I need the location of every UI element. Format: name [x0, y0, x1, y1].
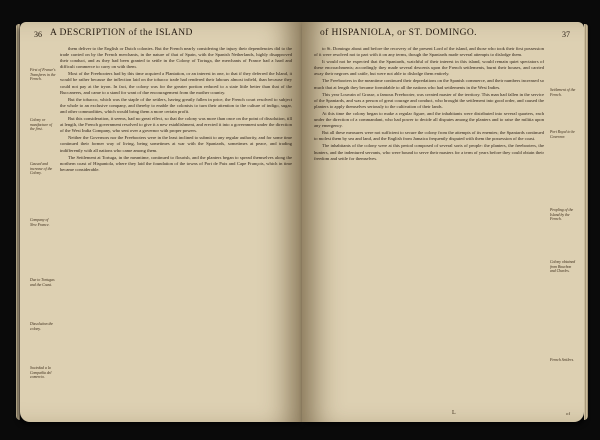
left-page: [20, 22, 302, 422]
paragraph: At this time the colony began to make a regular figure, and the inhabitants were distributed into several quarters, each under the direction of a commandant, who had power to decide all disputes among the planters and to raise the militia upon any emergency.: [314, 110, 544, 129]
left-margin-note: Due to Tortugas and the Coast.: [30, 278, 55, 287]
right-body-text: [314, 46, 544, 400]
right-margin-note: Port Royal to be Governor.: [550, 130, 575, 139]
right-margin-note: Settlement of the French.: [550, 88, 576, 97]
paragraph: to St. Domingo about and before the recovery of the present Lord of the island, and those who took their first possession of it were resolved not to part with it on any terms, though the Spaniards made several attempts to dislodge them.: [314, 46, 544, 58]
paragraph: But all these measures were not sufficient to secure the colony from the attempts of its enemies; the Spaniards continued to molest them by sea and land, and the English from Jamaica frequently disputed with them the possession of the coast.: [314, 130, 544, 142]
left-running-head: A DESCRIPTION of the ISLAND: [50, 28, 193, 38]
paragraph: The inhabitants of the colony were at this period composed of several sorts of people: the planters, the freebooters, the hunters, and the indentured servants, who were bound to serve their masters for a term of years before they could obtain their freedom and settle for themselves.: [314, 143, 544, 161]
paragraph: But the tobacco, which was the staple of the settlers, having greatly fallen in price, the French court resolved to subject the whole to an exclusive company, and thereby to enable the colonists to turn their attention to the culture of indigo, sugar, and other commodities, which would bring them a more certain profit.: [60, 96, 292, 114]
paragraph: Most of the Freebooters had by this time acquired a Plantation, or an interest in one, to that if they deferred the Island, it would be rather because the inflection laid on the tobacco trade had rendered their labours almost infield, than because they could not pay at the tryon. In fact, the colony was for the greater portion reduced to a state little better than that of the Buccaneers, and came to a stand for want of due encouragement from the mother country.: [60, 71, 292, 95]
right-page-edges: [584, 24, 588, 420]
left-margin-note: Caused and increase of the Colony.: [30, 162, 53, 176]
right-margin-note: French Settlers.: [550, 358, 575, 362]
left-margin-note: Colony or manifacture of the first.: [30, 118, 53, 132]
left-margin-note: Dissolution the colony.: [30, 322, 54, 331]
left-body-text: [60, 46, 292, 400]
right-margin-note: Colony obtained from Bourbon and Charles.: [550, 260, 576, 274]
open-book: [0, 8, 600, 432]
right-page: [302, 22, 584, 422]
paragraph: Neither the Governors nor the Freebooters were in the least inclined to submit to any regular authority, and for some time continued their former way of living, being sometimes at war with the Spaniards, sometimes at peace, and trading indifferently with all nations who came among them.: [60, 135, 292, 153]
paragraph: them deliver to the English or Dutch colonies. But the French nearly considering the injury their dependencies did to the trade carried on by the French merchants, in the nature of that of Spain, with the Spanish Netherlands, highly disapproved their conduct, and as they had been granted to settle in the Colony of Tortuga, the merchants of France had a hard and difficult commerce to carry on with them.: [60, 46, 292, 70]
paragraph: This year Louvain of Grasse, a famous Freebooter, was created master of the territory. This man had fallen in the service of the Spaniards, and was a person of great courage and conduct, who brought the settlement into good order, and caused the planters to apply themselves seriously to the cultivation of their lands.: [314, 91, 544, 109]
signature-mark: L: [452, 410, 456, 416]
right-margin-note: Peopling of the Island by the French.: [550, 208, 574, 222]
left-margin-note: First of France's Transferes in the French.: [30, 68, 56, 82]
catchword: of: [566, 411, 570, 416]
paragraph: It would not be expected that the Spaniards, watchful of their interest in this island, would remain quiet spectators of these encroachments; accordingly they made several descents upon the French settlements, burnt their houses, and carried away their negroes and cattle, but were not able to dislodge them entirely.: [314, 59, 544, 77]
paragraph: The Settlement at Tortuga, in the meantime, continued to flourish, and the planters began to spread themselves along the northern coast of Hispaniola, where they laid the foundation of the towns of Port de Paix and Cape François, which in time became considerable.: [60, 154, 292, 172]
paragraph: But this consideration, it seems, had no great effect, so that the colony was more than once on the point of dissolution, till at length, the French government resolved to give it a new establishment, and erected it into a government under the direction of the West India Company, who sent over a governor with proper powers.: [60, 116, 292, 134]
left-margin-note: Company of New France.: [30, 218, 50, 227]
left-page-number: 36: [34, 30, 42, 39]
paragraph: The Freebooters in the meantime continued their depredations on the Spanish commerce, and their numbers increased so much that at length they became formidable to all the nations who had settlements in the West Indies.: [314, 78, 544, 90]
left-margin-note: Sociedad a la Compañía del comercio.: [30, 366, 52, 380]
right-running-head: of HISPANIOLA, or ST. DOMINGO.: [320, 28, 477, 38]
right-page-number: 37: [562, 30, 570, 39]
